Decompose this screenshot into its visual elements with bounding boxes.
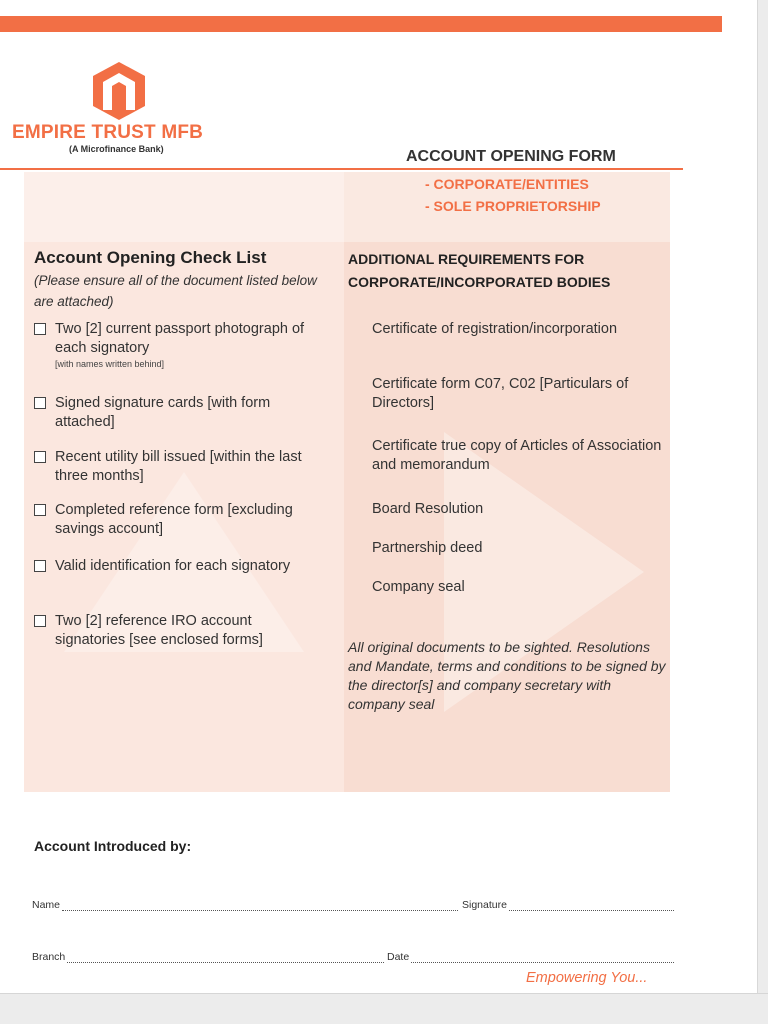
bank-logo-icon: [88, 60, 150, 122]
brand-name: EMPIRE TRUST MFB: [12, 122, 204, 143]
form-title: ACCOUNT OPENING FORM: [406, 148, 616, 165]
requirement-item: Partnership deed: [372, 540, 483, 556]
checklist-note: (Please ensure all of the document listed below are attached): [34, 273, 317, 309]
checklist-item-text: Signed signature cards [with form attached]: [55, 395, 271, 430]
branch-label: Branch: [32, 951, 66, 963]
date-label: Date: [387, 951, 410, 963]
tagline: Empowering You...: [526, 970, 648, 986]
checkbox[interactable]: [34, 504, 46, 516]
top-accent-bar: [0, 16, 722, 32]
requirement-item: Certificate true copy of Articles of Association and memorandum: [372, 438, 662, 473]
checkbox[interactable]: [34, 451, 46, 463]
page-edge: [757, 0, 768, 1024]
branch-line[interactable]: [67, 953, 384, 963]
branch-field[interactable]: [32, 951, 384, 963]
requirement-item: Certificate of registration/incorporation: [372, 321, 618, 337]
brand-subtitle: (A Microfinance Bank): [69, 144, 164, 154]
checkbox[interactable]: [34, 323, 46, 335]
checklist-item: [34, 612, 324, 650]
date-field[interactable]: [387, 951, 674, 963]
checklist-item-text: Valid identification for each signatory: [55, 558, 291, 574]
checklist-item: [34, 501, 324, 539]
requirements-heading: ADDITIONAL REQUIREMENTS FOR CORPORATE/INCORPORATED BODIES: [348, 251, 611, 290]
title-divider: [0, 168, 683, 170]
requirements-note: All original documents to be sighted. Resolutions and Mandate, terms and conditions to be signed by the director[s] and company secretary with company seal: [348, 639, 666, 712]
checklist-item-text: Two [2] reference IRO account signatories [see enclosed forms]: [55, 613, 263, 648]
bottom-edge: [0, 993, 768, 1024]
signature-field[interactable]: [462, 899, 674, 911]
checklist-item-text: Two [2] current passport photograph of each signatory: [55, 321, 305, 356]
form-subtitle-corporate: - CORPORATE/ENTITIES: [425, 176, 589, 192]
name-line[interactable]: [62, 901, 458, 911]
requirement-item: Board Resolution: [372, 501, 484, 517]
signature-label: Signature: [462, 899, 507, 911]
checklist-item-text: Completed reference form [excluding savings account]: [55, 502, 293, 537]
introduced-by-heading: Account Introduced by:: [34, 838, 192, 854]
signature-line[interactable]: [509, 901, 674, 911]
checkbox[interactable]: [34, 397, 46, 409]
name-label: Name: [32, 899, 61, 911]
requirement-item: Company seal: [372, 579, 465, 595]
checklist-item-text: Recent utility bill issued [within the last three months]: [55, 449, 302, 484]
name-field[interactable]: [32, 899, 458, 911]
checklist-heading: Account Opening Check List: [34, 248, 267, 267]
requirement-item: Certificate form C07, C02 [Particulars of Directors]: [372, 376, 629, 411]
form-subtitle-sole-proprietorship: - SOLE PROPRIETORSHIP: [425, 198, 601, 214]
checklist-item: [34, 557, 324, 576]
date-line[interactable]: [411, 953, 674, 963]
checklist-item-note: [with names written behind]: [55, 359, 165, 369]
checklist-item: [34, 448, 324, 486]
checkbox[interactable]: [34, 615, 46, 627]
checklist-item: [34, 394, 324, 432]
checkbox[interactable]: [34, 560, 46, 572]
checklist-item: [34, 320, 324, 370]
